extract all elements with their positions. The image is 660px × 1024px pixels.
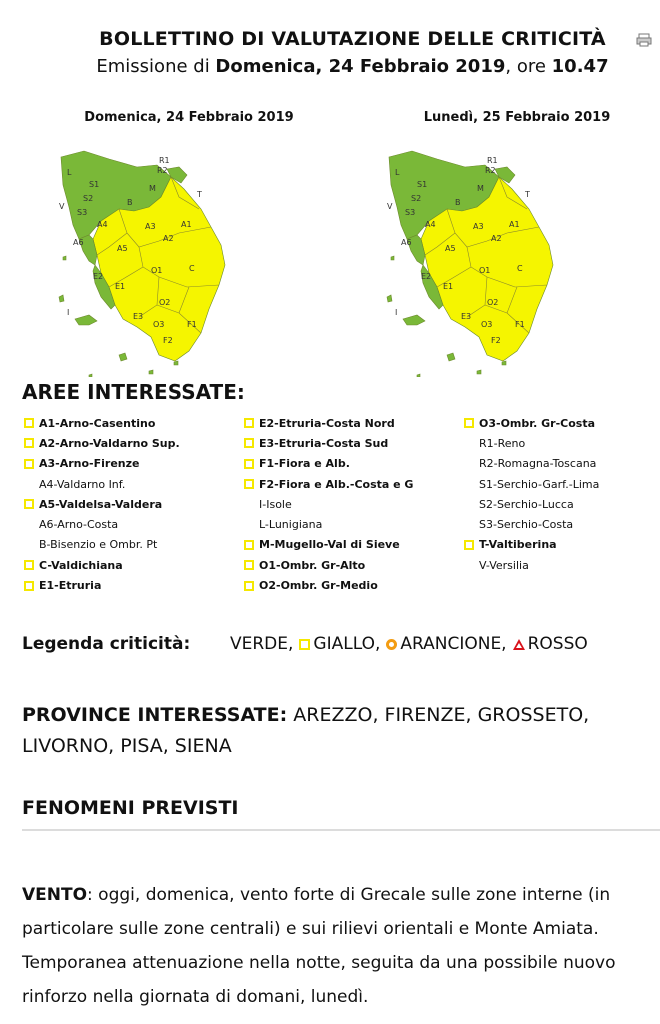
area-item: [464, 494, 660, 514]
areas-column-2: [244, 413, 459, 596]
map-island-gorgona: [391, 256, 394, 260]
area-label: E2-Etruria-Costa Nord: [259, 416, 395, 430]
area-label: B-Bisenzio e Ombr. Pt: [39, 538, 158, 552]
province-value: AREZZO, FIRENZE, GROSSETO, LIVORNO, PISA, SIENA: [22, 704, 590, 757]
map-zone-label: E1: [443, 282, 454, 291]
emission-mid: , ore: [505, 56, 552, 77]
area-label: R1-Reno: [479, 436, 526, 450]
map-zone-label: L: [67, 168, 72, 177]
area-item: [24, 413, 239, 433]
area-label: M-Mugello-Val di Sieve: [259, 538, 400, 552]
giallo-square-icon: [464, 418, 474, 428]
area-label: V-Versilia: [479, 558, 529, 572]
area-item: [464, 514, 660, 534]
area-label: A2-Arno-Valdarno Sup.: [39, 436, 180, 450]
map-island-giglio: [119, 353, 127, 361]
area-label: T-Valtiberina: [479, 538, 557, 552]
map-island-capraia: [387, 295, 392, 302]
legend: [22, 634, 588, 654]
giallo-square-icon: [244, 479, 254, 489]
area-label: R2-Romagna-Toscana: [479, 457, 597, 471]
map-zone-label: I: [67, 308, 70, 317]
map-zone-label: A2: [163, 234, 174, 243]
giallo-square-icon: [244, 438, 254, 448]
arancione-circle-icon: [386, 639, 397, 650]
map-island-giannutri: [174, 361, 178, 365]
area-item: [244, 535, 459, 555]
area-label: F2-Fiora e Alb.-Costa e G: [259, 477, 414, 491]
map-zone-label: S1: [89, 180, 100, 189]
map-zone-label: A5: [117, 244, 128, 253]
map-island-giannutri: [502, 361, 506, 365]
area-item: [24, 494, 239, 514]
map-zone-label: O1: [151, 266, 163, 275]
map-zone-label: A4: [97, 220, 108, 229]
map-zone-label: O2: [159, 298, 171, 307]
map-zone-label: A6: [401, 238, 412, 247]
giallo-square-icon: [24, 438, 34, 448]
area-item: [24, 575, 239, 595]
map-zone-label: R1: [487, 156, 498, 165]
map-zone-label: L: [395, 168, 400, 177]
map-zone-label: S1: [417, 180, 428, 189]
map-zone-label: A1: [509, 220, 520, 229]
area-label: O2-Ombr. Gr-Medio: [259, 579, 378, 593]
map-island-capraia: [59, 295, 64, 302]
vento-text: : oggi, domenica, vento forte di Grecale sulle zone interne (in particolare sulle zone centrali) e sui rilievi orientali e Monte Amiata. Temporanea attenuazione nella notte, seguita da una possibile nuovo rinforzo nella giornata di domani, lunedì.: [22, 885, 616, 1007]
area-item: [244, 514, 459, 534]
emission-line: [45, 56, 660, 77]
print-icon[interactable]: [636, 33, 652, 47]
emission-prefix: Emissione di: [96, 56, 216, 77]
map-zone-label: A6: [73, 238, 84, 247]
giallo-square-icon: [244, 540, 254, 550]
legend-title: Legenda criticità:: [22, 634, 191, 654]
aree-title: AREE INTERESSATE:: [22, 380, 245, 404]
map-zone-label: E3: [461, 312, 472, 321]
area-item: [464, 555, 660, 575]
map-zone-label: B: [455, 198, 461, 207]
map-zone-label: V: [387, 202, 393, 211]
map-zone-label: O3: [153, 320, 165, 329]
legend-rosso: ROSSO: [527, 634, 588, 654]
area-item: [464, 433, 660, 453]
legend-verde: VERDE,: [230, 634, 294, 654]
area-item: [464, 535, 660, 555]
area-label: A3-Arno-Firenze: [39, 457, 140, 471]
map-zone-label: R2: [485, 166, 496, 175]
map-zone-label: C: [517, 264, 523, 273]
map-island-pianosa: [89, 374, 92, 377]
tuscany-map-day1: [39, 137, 259, 377]
area-item: [244, 474, 459, 494]
vento-label: VENTO: [22, 885, 88, 905]
rosso-triangle-icon: [513, 639, 525, 650]
giallo-square-icon: [24, 581, 34, 591]
map-zone-label: F1: [187, 320, 197, 329]
map-zone-label: S2: [83, 194, 94, 203]
map-day1-date: Domenica, 24 Febbraio 2019: [84, 110, 294, 125]
section-divider: [22, 829, 660, 831]
tuscany-map-day2: [367, 137, 587, 377]
map-zone-label: R2: [157, 166, 168, 175]
area-item: [464, 474, 660, 494]
giallo-square-icon: [244, 418, 254, 428]
area-item: [464, 413, 660, 433]
area-item: [244, 575, 459, 595]
giallo-square-icon: [24, 418, 34, 428]
area-label: S2-Serchio-Lucca: [479, 497, 574, 511]
map-zone-label: R1: [159, 156, 170, 165]
map-zone-label: O2: [487, 298, 499, 307]
map-zone-label: O1: [479, 266, 491, 275]
area-label: E3-Etruria-Costa Sud: [259, 436, 389, 450]
fenomeni-title: FENOMENI PREVISTI: [22, 797, 239, 819]
province-label: PROVINCE INTERESSATE:: [22, 704, 288, 726]
vento-paragraph: [22, 878, 658, 1014]
map-day2: [387, 110, 642, 377]
area-item: [244, 413, 459, 433]
area-item: [24, 474, 239, 494]
map-zone-label: A4: [425, 220, 436, 229]
map-zone-label: B: [127, 198, 133, 207]
map-zone-label: A2: [491, 234, 502, 243]
map-zone-label: S3: [405, 208, 416, 217]
map-zone-label: S2: [411, 194, 422, 203]
giallo-square-icon: [24, 499, 34, 509]
giallo-square-icon: [24, 459, 34, 469]
map-zone-label: O3: [481, 320, 493, 329]
map-day2-date: Lunedì, 25 Febbraio 2019: [423, 110, 611, 125]
giallo-square-icon: [244, 459, 254, 469]
emission-date: Domenica, 24 Febbraio 2019: [215, 56, 506, 77]
map-zone-label: F1: [515, 320, 525, 329]
map-zone-label: F2: [163, 336, 173, 345]
map-zone-label: E2: [421, 272, 432, 281]
areas-column-1: [24, 413, 239, 596]
map-zone-label: A3: [473, 222, 484, 231]
map-island-elba: [403, 315, 425, 325]
map-zone-label: I: [395, 308, 398, 317]
giallo-square-icon: [244, 581, 254, 591]
area-item: [244, 454, 459, 474]
map-island-montecristo: [477, 370, 481, 374]
area-label: A5-Valdelsa-Valdera: [39, 497, 163, 511]
province-section: [22, 700, 642, 762]
area-label: S3-Serchio-Costa: [479, 518, 574, 532]
area-item: [24, 454, 239, 474]
map-zone-label: S3: [77, 208, 88, 217]
area-item: [24, 514, 239, 534]
area-label: A6-Arno-Costa: [39, 518, 119, 532]
map-island-giglio: [447, 353, 455, 361]
area-label: L-Lunigiana: [259, 518, 323, 532]
map-island-montecristo: [149, 370, 153, 374]
area-item: [464, 454, 660, 474]
area-label: O1-Ombr. Gr-Alto: [259, 558, 366, 572]
area-label: E1-Etruria: [39, 579, 102, 593]
map-zone-label: V: [59, 202, 65, 211]
area-label: F1-Fiora e Alb.: [259, 457, 350, 471]
map-zone-label: E3: [133, 312, 144, 321]
area-item: [24, 535, 239, 555]
legend-giallo: GIALLO,: [313, 634, 381, 654]
map-island-pianosa: [417, 374, 420, 377]
area-item: [244, 433, 459, 453]
bulletin-header: [0, 28, 660, 77]
area-label: S1-Serchio-Garf.-Lima: [479, 477, 600, 491]
map-zone-label: F2: [491, 336, 501, 345]
giallo-square-icon: [244, 560, 254, 570]
map-zone-label: M: [477, 184, 484, 193]
map-zone-label: C: [189, 264, 195, 273]
area-item: [244, 494, 459, 514]
legend-arancione: ARANCIONE,: [400, 634, 507, 654]
map-zone-label: T: [197, 190, 202, 199]
area-label: O3-Ombr. Gr-Costa: [479, 416, 595, 430]
map-island-gorgona: [63, 256, 66, 260]
map-island-elba: [75, 315, 97, 325]
map-zone-label: A5: [445, 244, 456, 253]
giallo-square-icon: [464, 540, 474, 550]
area-label: I-Isole: [259, 497, 292, 511]
area-label: C-Valdichiana: [39, 558, 123, 572]
area-item: [24, 433, 239, 453]
giallo-square-icon: [24, 560, 34, 570]
map-zone-label: M: [149, 184, 156, 193]
area-label: A1-Arno-Casentino: [39, 416, 156, 430]
area-item: [244, 555, 459, 575]
map-zone-label: A1: [181, 220, 192, 229]
map-day1: [59, 110, 314, 377]
giallo-square-icon: [299, 639, 310, 650]
map-zone-label: A3: [145, 222, 156, 231]
map-zone-label: T: [525, 190, 530, 199]
area-item: [24, 555, 239, 575]
map-zone-label: E1: [115, 282, 126, 291]
area-label: A4-Valdarno Inf.: [39, 477, 126, 491]
bulletin-title: BOLLETTINO DI VALUTAZIONE DELLE CRITICITÀ: [99, 28, 606, 50]
areas-column-3: [464, 413, 660, 575]
emission-time: 10.47: [551, 56, 609, 77]
map-zone-label: E2: [93, 272, 104, 281]
